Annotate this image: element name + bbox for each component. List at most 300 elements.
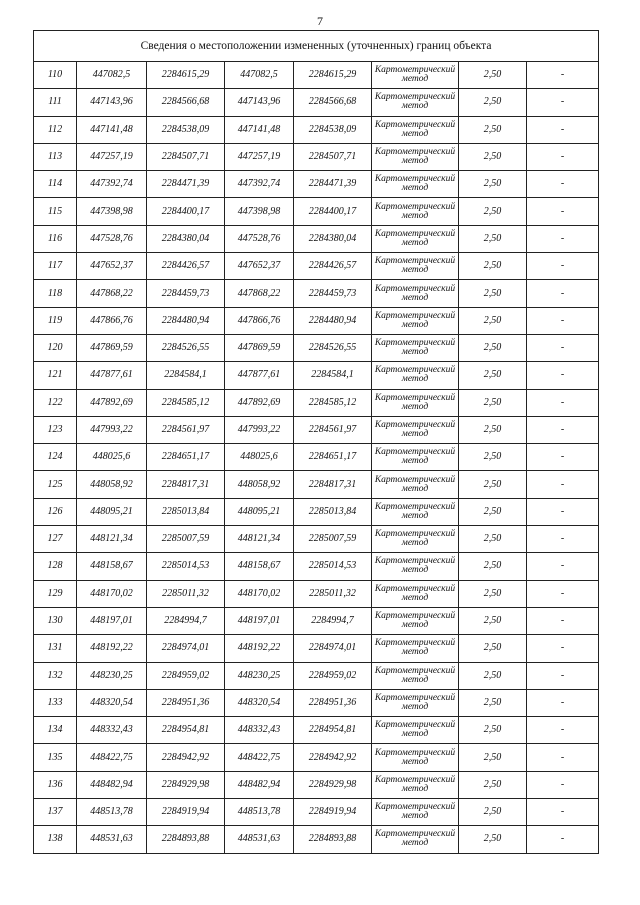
method-text-line: метод — [401, 74, 429, 85]
cell-accuracy: 2,50 — [459, 389, 527, 416]
cell-method — [372, 362, 459, 389]
cell-description: - — [527, 280, 599, 307]
cell-description: - — [527, 526, 599, 553]
cell-existing-y: 2284426,57 — [147, 253, 225, 280]
cell-existing-x: 447141,48 — [77, 116, 147, 143]
cell-description: - — [527, 362, 599, 389]
cell-existing-y: 2284974,01 — [147, 635, 225, 662]
method-text-line: метод — [401, 265, 429, 276]
cell-new-y: 2284893,88 — [294, 826, 372, 853]
cell-point-number: 132 — [34, 662, 77, 689]
cell-accuracy: 2,50 — [459, 62, 527, 89]
cell-new-y: 2284585,12 — [294, 389, 372, 416]
cell-point-number: 116 — [34, 225, 77, 252]
method-text-line: Картометрический — [374, 256, 456, 267]
cell-existing-y: 2284893,88 — [147, 826, 225, 853]
cell-accuracy: 2,50 — [459, 362, 527, 389]
cell-existing-x: 447892,69 — [77, 389, 147, 416]
cell-point-number: 136 — [34, 771, 77, 798]
method-text-line: метод — [401, 756, 429, 767]
cell-accuracy: 2,50 — [459, 307, 527, 334]
cell-method — [372, 635, 459, 662]
method-text-line: метод — [401, 456, 429, 467]
cell-accuracy: 2,50 — [459, 253, 527, 280]
cell-description: - — [527, 771, 599, 798]
method-text-line: Картометрический — [374, 147, 456, 158]
method-text-line: Картометрический — [374, 638, 456, 649]
method-text-line: метод — [401, 210, 429, 221]
cell-new-y: 2285007,59 — [294, 526, 372, 553]
method-text-line: метод — [401, 374, 429, 385]
cell-point-number: 129 — [34, 580, 77, 607]
table-row — [34, 799, 599, 826]
cell-method — [372, 334, 459, 361]
cell-point-number: 125 — [34, 471, 77, 498]
cell-method — [372, 471, 459, 498]
cell-description: - — [527, 116, 599, 143]
cell-existing-y: 2284480,94 — [147, 307, 225, 334]
cell-new-y: 2284561,97 — [294, 416, 372, 443]
cell-description: - — [527, 253, 599, 280]
cell-new-x: 447993,22 — [225, 416, 294, 443]
method-text-line: метод — [401, 183, 429, 194]
cell-new-x: 447892,69 — [225, 389, 294, 416]
table-row — [34, 580, 599, 607]
cell-existing-y: 2284942,92 — [147, 744, 225, 771]
cell-method — [372, 526, 459, 553]
table-row — [34, 635, 599, 662]
method-text-line: метод — [401, 729, 429, 740]
method-text-line: Картометрический — [374, 174, 456, 185]
cell-method — [372, 580, 459, 607]
cell-existing-x: 448170,02 — [77, 580, 147, 607]
cell-point-number: 122 — [34, 389, 77, 416]
cell-existing-x: 448197,01 — [77, 607, 147, 634]
method-text-line: Картометрический — [374, 65, 456, 76]
cell-existing-x: 447257,19 — [77, 143, 147, 170]
cell-description: - — [527, 799, 599, 826]
cell-method — [372, 62, 459, 89]
cell-new-y: 2284507,71 — [294, 143, 372, 170]
cell-point-number: 120 — [34, 334, 77, 361]
cell-method — [372, 198, 459, 225]
cell-point-number: 121 — [34, 362, 77, 389]
method-text-line: Картометрический — [374, 228, 456, 239]
method-text-line: метод — [401, 347, 429, 358]
cell-existing-x: 447868,22 — [77, 280, 147, 307]
cell-new-y: 2285011,32 — [294, 580, 372, 607]
cell-existing-y: 2284471,39 — [147, 171, 225, 198]
cell-description: - — [527, 662, 599, 689]
cell-point-number: 134 — [34, 717, 77, 744]
cell-accuracy: 2,50 — [459, 744, 527, 771]
cell-point-number: 130 — [34, 607, 77, 634]
cell-new-y: 2284584,1 — [294, 362, 372, 389]
cell-existing-y: 2284951,36 — [147, 689, 225, 716]
table-row — [34, 171, 599, 198]
method-text-line: метод — [401, 701, 429, 712]
cell-new-x: 447528,76 — [225, 225, 294, 252]
cell-existing-y: 2284561,97 — [147, 416, 225, 443]
cell-existing-y: 2284400,17 — [147, 198, 225, 225]
table-row — [34, 143, 599, 170]
cell-description: - — [527, 62, 599, 89]
cell-new-y: 2284400,17 — [294, 198, 372, 225]
cell-accuracy: 2,50 — [459, 580, 527, 607]
cell-existing-y: 2285007,59 — [147, 526, 225, 553]
method-text-line: метод — [401, 292, 429, 303]
table-title: Сведения о местоположении измененных (уточненных) границ объекта — [34, 31, 599, 62]
table-row — [34, 717, 599, 744]
cell-method — [372, 799, 459, 826]
method-text-line: Картометрический — [374, 119, 456, 130]
cell-method — [372, 717, 459, 744]
cell-new-y: 2284471,39 — [294, 171, 372, 198]
cell-method — [372, 416, 459, 443]
cell-description: - — [527, 89, 599, 116]
method-text-line: метод — [401, 783, 429, 794]
cell-point-number: 110 — [34, 62, 77, 89]
cell-description: - — [527, 689, 599, 716]
cell-new-y: 2284651,17 — [294, 444, 372, 471]
cell-new-y: 2284959,02 — [294, 662, 372, 689]
cell-description: - — [527, 580, 599, 607]
cell-accuracy: 2,50 — [459, 553, 527, 580]
cell-existing-y: 2284615,29 — [147, 62, 225, 89]
cell-existing-x: 448121,34 — [77, 526, 147, 553]
cell-new-x: 447877,61 — [225, 362, 294, 389]
cell-description: - — [527, 334, 599, 361]
cell-new-x: 448192,22 — [225, 635, 294, 662]
cell-new-x: 447398,98 — [225, 198, 294, 225]
cell-accuracy: 2,50 — [459, 635, 527, 662]
cell-existing-x: 447143,96 — [77, 89, 147, 116]
table-row — [34, 89, 599, 116]
table-row — [34, 826, 599, 853]
table-row — [34, 471, 599, 498]
cell-point-number: 112 — [34, 116, 77, 143]
cell-existing-y: 2284459,73 — [147, 280, 225, 307]
cell-existing-x: 448095,21 — [77, 498, 147, 525]
cell-new-x: 448158,67 — [225, 553, 294, 580]
cell-new-y: 2284942,92 — [294, 744, 372, 771]
method-text-line: метод — [401, 128, 429, 139]
cell-existing-y: 2284585,12 — [147, 389, 225, 416]
cell-accuracy: 2,50 — [459, 89, 527, 116]
cell-new-y: 2284954,81 — [294, 717, 372, 744]
table-row — [34, 116, 599, 143]
cell-new-x: 448170,02 — [225, 580, 294, 607]
cell-accuracy: 2,50 — [459, 471, 527, 498]
cell-accuracy: 2,50 — [459, 444, 527, 471]
cell-new-x: 448025,6 — [225, 444, 294, 471]
cell-accuracy: 2,50 — [459, 771, 527, 798]
cell-new-y: 2284615,29 — [294, 62, 372, 89]
cell-new-y: 2284951,36 — [294, 689, 372, 716]
cell-method — [372, 498, 459, 525]
cell-new-x: 448230,25 — [225, 662, 294, 689]
method-text-line: Картометрический — [374, 201, 456, 212]
method-text-line: Картометрический — [374, 692, 456, 703]
cell-new-y: 2284817,31 — [294, 471, 372, 498]
method-text-line: Картометрический — [374, 338, 456, 349]
cell-new-x: 448058,92 — [225, 471, 294, 498]
method-text-line: Картометрический — [374, 747, 456, 758]
method-text-line: метод — [401, 811, 429, 822]
cell-existing-y: 2284507,71 — [147, 143, 225, 170]
cell-new-y: 2285014,53 — [294, 553, 372, 580]
boundary-coordinates-table — [33, 30, 599, 854]
cell-new-y: 2284526,55 — [294, 334, 372, 361]
cell-method — [372, 689, 459, 716]
cell-method — [372, 771, 459, 798]
cell-method — [372, 389, 459, 416]
cell-accuracy: 2,50 — [459, 280, 527, 307]
method-text-line: Картометрический — [374, 829, 456, 840]
method-text-line: метод — [401, 401, 429, 412]
cell-description: - — [527, 607, 599, 634]
cell-description: - — [527, 635, 599, 662]
cell-point-number: 114 — [34, 171, 77, 198]
cell-new-y: 2284994,7 — [294, 607, 372, 634]
cell-new-y: 2284459,73 — [294, 280, 372, 307]
table-body — [34, 62, 599, 854]
cell-existing-x: 447993,22 — [77, 416, 147, 443]
cell-description: - — [527, 744, 599, 771]
cell-existing-x: 447652,37 — [77, 253, 147, 280]
method-text-line: метод — [401, 319, 429, 330]
cell-existing-y: 2284954,81 — [147, 717, 225, 744]
cell-method — [372, 607, 459, 634]
cell-point-number: 131 — [34, 635, 77, 662]
cell-existing-y: 2284994,7 — [147, 607, 225, 634]
method-text-line: метод — [401, 838, 429, 849]
cell-description: - — [527, 471, 599, 498]
method-text-line: Картометрический — [374, 611, 456, 622]
cell-existing-y: 2285014,53 — [147, 553, 225, 580]
table-row — [34, 307, 599, 334]
method-text-line: метод — [401, 483, 429, 494]
table-row — [34, 362, 599, 389]
cell-new-x: 447868,22 — [225, 280, 294, 307]
cell-new-x: 448332,43 — [225, 717, 294, 744]
cell-description: - — [527, 143, 599, 170]
cell-existing-x: 448158,67 — [77, 553, 147, 580]
cell-existing-x: 448513,78 — [77, 799, 147, 826]
cell-existing-x: 448025,6 — [77, 444, 147, 471]
cell-point-number: 117 — [34, 253, 77, 280]
cell-new-y: 2285013,84 — [294, 498, 372, 525]
cell-accuracy: 2,50 — [459, 171, 527, 198]
method-text-line: метод — [401, 674, 429, 685]
table-title-row — [34, 31, 599, 62]
cell-new-y: 2284919,94 — [294, 799, 372, 826]
cell-existing-y: 2284959,02 — [147, 662, 225, 689]
cell-description: - — [527, 553, 599, 580]
cell-new-y: 2284480,94 — [294, 307, 372, 334]
cell-existing-x: 447877,61 — [77, 362, 147, 389]
table-row — [34, 444, 599, 471]
cell-new-y: 2284929,98 — [294, 771, 372, 798]
cell-existing-x: 448422,75 — [77, 744, 147, 771]
cell-existing-x: 448320,54 — [77, 689, 147, 716]
cell-existing-y: 2285011,32 — [147, 580, 225, 607]
table-row — [34, 553, 599, 580]
cell-point-number: 127 — [34, 526, 77, 553]
cell-description: - — [527, 171, 599, 198]
cell-new-x: 447082,5 — [225, 62, 294, 89]
cell-new-x: 448531,63 — [225, 826, 294, 853]
cell-existing-x: 447869,59 — [77, 334, 147, 361]
method-text-line: Картометрический — [374, 365, 456, 376]
table-row — [34, 498, 599, 525]
cell-new-x: 447392,74 — [225, 171, 294, 198]
cell-description: - — [527, 225, 599, 252]
cell-existing-y: 2284817,31 — [147, 471, 225, 498]
cell-point-number: 115 — [34, 198, 77, 225]
page-number: 7 — [317, 14, 323, 28]
cell-method — [372, 307, 459, 334]
cell-accuracy: 2,50 — [459, 416, 527, 443]
cell-accuracy: 2,50 — [459, 662, 527, 689]
cell-existing-y: 2284651,17 — [147, 444, 225, 471]
cell-accuracy: 2,50 — [459, 198, 527, 225]
cell-method — [372, 280, 459, 307]
cell-new-y: 2284538,09 — [294, 116, 372, 143]
cell-accuracy: 2,50 — [459, 143, 527, 170]
cell-accuracy: 2,50 — [459, 225, 527, 252]
cell-new-x: 447652,37 — [225, 253, 294, 280]
cell-description: - — [527, 826, 599, 853]
cell-point-number: 119 — [34, 307, 77, 334]
cell-method — [372, 171, 459, 198]
cell-description: - — [527, 498, 599, 525]
cell-existing-x: 448058,92 — [77, 471, 147, 498]
cell-method — [372, 116, 459, 143]
cell-accuracy: 2,50 — [459, 526, 527, 553]
cell-accuracy: 2,50 — [459, 799, 527, 826]
cell-accuracy: 2,50 — [459, 826, 527, 853]
cell-existing-x: 448531,63 — [77, 826, 147, 853]
method-text-line: метод — [401, 565, 429, 576]
table-row — [34, 389, 599, 416]
cell-existing-y: 2285013,84 — [147, 498, 225, 525]
table-row — [34, 280, 599, 307]
cell-point-number: 124 — [34, 444, 77, 471]
method-text-line: Картометрический — [374, 802, 456, 813]
cell-new-x: 448482,94 — [225, 771, 294, 798]
cell-new-x: 447866,76 — [225, 307, 294, 334]
cell-existing-x: 447398,98 — [77, 198, 147, 225]
cell-new-x: 447143,96 — [225, 89, 294, 116]
cell-method — [372, 662, 459, 689]
cell-accuracy: 2,50 — [459, 498, 527, 525]
method-text-line: метод — [401, 592, 429, 603]
method-text-line: метод — [401, 510, 429, 521]
cell-existing-x: 447528,76 — [77, 225, 147, 252]
method-text-line: Картометрический — [374, 583, 456, 594]
cell-accuracy: 2,50 — [459, 717, 527, 744]
method-text-line: Картометрический — [374, 474, 456, 485]
method-text-line: Картометрический — [374, 283, 456, 294]
cell-point-number: 111 — [34, 89, 77, 116]
method-text-line: метод — [401, 620, 429, 631]
cell-existing-x: 447392,74 — [77, 171, 147, 198]
cell-new-y: 2284380,04 — [294, 225, 372, 252]
method-text-line: метод — [401, 156, 429, 167]
cell-method — [372, 225, 459, 252]
cell-new-x: 448095,21 — [225, 498, 294, 525]
cell-accuracy: 2,50 — [459, 334, 527, 361]
cell-description: - — [527, 307, 599, 334]
cell-method — [372, 553, 459, 580]
cell-new-x: 448121,34 — [225, 526, 294, 553]
cell-point-number: 133 — [34, 689, 77, 716]
method-text-line: Картометрический — [374, 720, 456, 731]
cell-point-number: 123 — [34, 416, 77, 443]
cell-description: - — [527, 389, 599, 416]
cell-accuracy: 2,50 — [459, 689, 527, 716]
method-text-line: метод — [401, 101, 429, 112]
table-row — [34, 416, 599, 443]
cell-point-number: 137 — [34, 799, 77, 826]
table-row — [34, 62, 599, 89]
table-row — [34, 253, 599, 280]
table-row — [34, 744, 599, 771]
cell-method — [372, 253, 459, 280]
cell-new-x: 448422,75 — [225, 744, 294, 771]
method-text-line: Картометрический — [374, 529, 456, 540]
cell-existing-x: 448482,94 — [77, 771, 147, 798]
cell-point-number: 128 — [34, 553, 77, 580]
cell-new-y: 2284566,68 — [294, 89, 372, 116]
cell-existing-y: 2284584,1 — [147, 362, 225, 389]
cell-description: - — [527, 198, 599, 225]
cell-new-x: 447869,59 — [225, 334, 294, 361]
table-row — [34, 334, 599, 361]
cell-method — [372, 143, 459, 170]
table-row — [34, 689, 599, 716]
method-text-line: Картометрический — [374, 774, 456, 785]
table-row — [34, 526, 599, 553]
cell-new-x: 447257,19 — [225, 143, 294, 170]
cell-description: - — [527, 717, 599, 744]
method-text-line: Картометрический — [374, 447, 456, 458]
method-text-line: Картометрический — [374, 665, 456, 676]
cell-point-number: 135 — [34, 744, 77, 771]
cell-existing-x: 447082,5 — [77, 62, 147, 89]
table-row — [34, 662, 599, 689]
cell-existing-y: 2284929,98 — [147, 771, 225, 798]
method-text-line: Картометрический — [374, 556, 456, 567]
cell-existing-x: 448230,25 — [77, 662, 147, 689]
cell-point-number: 118 — [34, 280, 77, 307]
cell-accuracy: 2,50 — [459, 116, 527, 143]
cell-existing-x: 448332,43 — [77, 717, 147, 744]
cell-existing-y: 2284380,04 — [147, 225, 225, 252]
method-text-line: Картометрический — [374, 392, 456, 403]
cell-new-x: 448197,01 — [225, 607, 294, 634]
cell-new-x: 448513,78 — [225, 799, 294, 826]
cell-description: - — [527, 444, 599, 471]
table-row — [34, 771, 599, 798]
method-text-line: метод — [401, 237, 429, 248]
method-text-line: Картометрический — [374, 92, 456, 103]
cell-existing-y: 2284526,55 — [147, 334, 225, 361]
cell-new-x: 448320,54 — [225, 689, 294, 716]
cell-existing-y: 2284538,09 — [147, 116, 225, 143]
method-text-line: Картометрический — [374, 501, 456, 512]
